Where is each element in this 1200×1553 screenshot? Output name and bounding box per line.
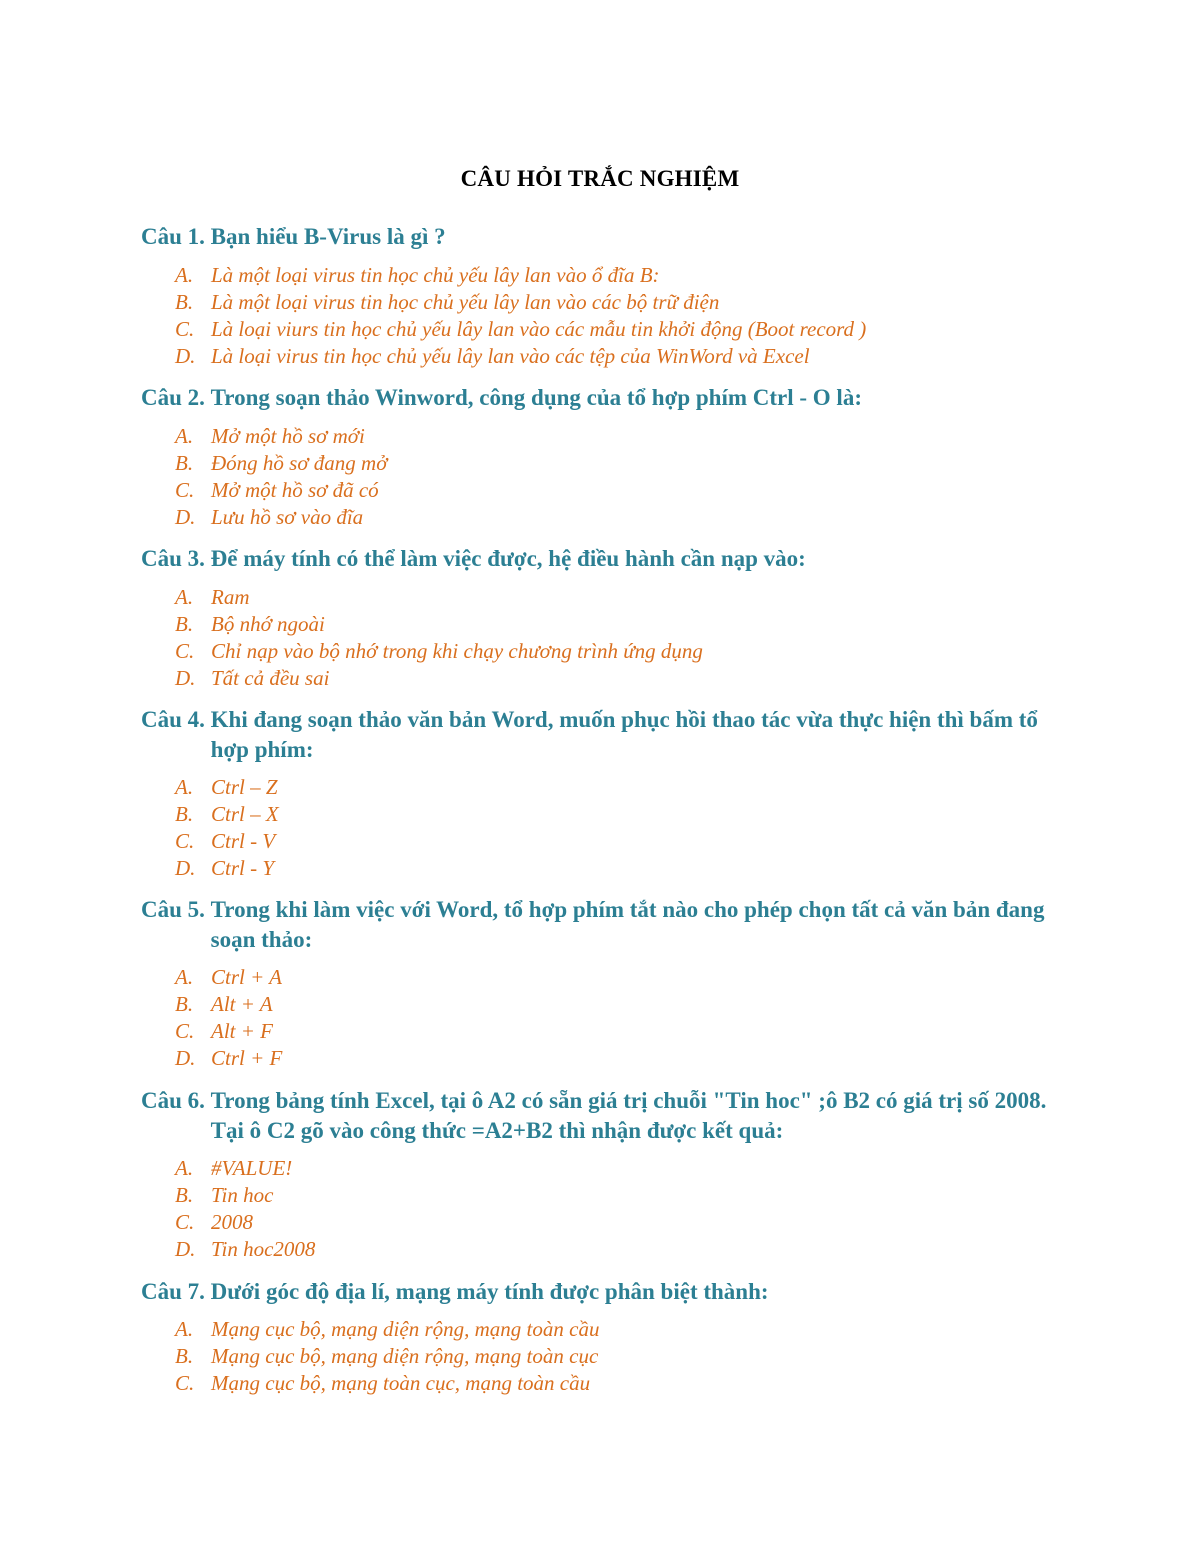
answer-letter: A. — [175, 263, 194, 287]
answer-option — [175, 1316, 1075, 1343]
answer-option — [175, 343, 1075, 370]
answer-letter: B. — [175, 290, 194, 314]
answer-text: Là một loại virus tin học chủ yếu lây lan vào các bộ trữ điện — [211, 290, 720, 314]
question-text: Trong bảng tính Excel, tại ô A2 có sẵn giá trị chuỗi "Tin hoc" ;ô B2 có giá trị số 2008. Tại ô C2 gõ vào công thức =A2+B2 thì nhận được kết quả: — [210, 1088, 1047, 1143]
answer-list-6 — [175, 1155, 1075, 1263]
answer-letter: B. — [175, 1183, 194, 1207]
answer-letter: B. — [175, 1344, 194, 1368]
question-7 — [141, 1277, 1071, 1307]
question-number: Câu 2. — [141, 385, 205, 410]
answer-letter: D. — [175, 1046, 196, 1070]
answer-text: Ctrl - Y — [211, 856, 275, 880]
question-number: Câu 6. — [141, 1088, 205, 1113]
answer-option — [175, 450, 1075, 477]
answer-letter: C. — [175, 1371, 195, 1395]
answer-option — [175, 423, 1075, 450]
answer-option — [175, 1155, 1075, 1182]
answer-option — [175, 665, 1075, 692]
answer-text: Tin hoc — [211, 1183, 274, 1207]
answer-letter: A. — [175, 424, 194, 448]
answer-letter: A. — [175, 965, 194, 989]
answer-text: Ctrl + F — [211, 1046, 283, 1070]
answer-letter: C. — [175, 639, 195, 663]
question-text: Dưới góc độ địa lí, mạng máy tính được phân biệt thành: — [210, 1279, 769, 1304]
question-number: Câu 4. — [141, 707, 205, 732]
question-text: Bạn hiểu B-Virus là gì ? — [210, 224, 446, 249]
answer-list-1 — [175, 262, 1075, 370]
answer-letter: A. — [175, 585, 194, 609]
answer-letter: D. — [175, 344, 196, 368]
answer-option — [175, 774, 1075, 801]
question-text: Trong soạn thảo Winword, công dụng của tổ hợp phím Ctrl - O là: — [210, 385, 862, 410]
question-number: Câu 5. — [141, 897, 205, 922]
answer-letter: B. — [175, 451, 194, 475]
question-1 — [141, 222, 1071, 252]
answer-text: Ram — [211, 585, 250, 609]
answer-letter: B. — [175, 612, 194, 636]
answer-text: Mạng cục bộ, mạng diện rộng, mạng toàn cục — [211, 1344, 599, 1368]
answer-option — [175, 584, 1075, 611]
question-6 — [141, 1086, 1071, 1146]
answer-option — [175, 504, 1075, 531]
question-3 — [141, 544, 1071, 574]
answer-text: 2008 — [211, 1210, 253, 1234]
answer-text: Tất cả đều sai — [211, 666, 330, 690]
answer-text: Mở một hồ sơ đã có — [211, 478, 379, 502]
answer-text: Mạng cục bộ, mạng toàn cục, mạng toàn cầu — [211, 1371, 591, 1395]
answer-text: Bộ nhớ ngoài — [211, 612, 325, 636]
answer-letter: C. — [175, 1210, 195, 1234]
answer-list-2 — [175, 423, 1075, 531]
answer-letter: C. — [175, 478, 195, 502]
question-text: Khi đang soạn thảo văn bản Word, muốn phục hồi thao tác vừa thực hiện thì bấm tổ hợp phím: — [210, 707, 1038, 762]
answer-letter: B. — [175, 802, 194, 826]
answer-text: Đóng hồ sơ đang mở — [211, 451, 388, 475]
answer-option — [175, 801, 1075, 828]
answer-text: Ctrl + A — [211, 965, 282, 989]
answer-text: Lưu hồ sơ vào đĩa — [211, 505, 364, 529]
answer-text: Ctrl – X — [211, 802, 279, 826]
answer-text: Alt + A — [211, 992, 273, 1016]
answer-text: Là một loại virus tin học chủ yếu lây lan vào ổ đĩa B: — [211, 263, 660, 287]
answer-option — [175, 991, 1075, 1018]
answer-letter: B. — [175, 992, 194, 1016]
answer-letter: C. — [175, 1019, 195, 1043]
answer-text: Chỉ nạp vào bộ nhớ trong khi chạy chương trình ứng dụng — [211, 639, 703, 663]
answer-option — [175, 611, 1075, 638]
answer-letter: A. — [175, 1156, 194, 1180]
answer-letter: D. — [175, 856, 196, 880]
answer-letter: C. — [175, 317, 195, 341]
question-text: Trong khi làm việc với Word, tổ hợp phím tắt nào cho phép chọn tất cả văn bản đang soạn thảo: — [210, 897, 1045, 952]
answer-letter: A. — [175, 775, 194, 799]
answer-option — [175, 316, 1075, 343]
answer-option — [175, 855, 1075, 882]
answer-letter: D. — [175, 505, 196, 529]
answer-letter: D. — [175, 1237, 196, 1261]
answer-option — [175, 828, 1075, 855]
answer-text: #VALUE! — [211, 1156, 293, 1180]
answer-list-7 — [175, 1316, 1075, 1397]
answer-option — [175, 477, 1075, 504]
answer-list-4 — [175, 774, 1075, 882]
answer-option — [175, 1209, 1075, 1236]
answer-option — [175, 1370, 1075, 1397]
question-5 — [141, 895, 1071, 955]
answer-option — [175, 964, 1075, 991]
question-4 — [141, 705, 1071, 765]
answer-text: Ctrl - V — [211, 829, 276, 853]
question-number: Câu 1. — [141, 224, 205, 249]
answer-letter: A. — [175, 1317, 194, 1341]
question-2 — [141, 383, 1071, 413]
answer-letter: C. — [175, 829, 195, 853]
answer-option — [175, 262, 1075, 289]
answer-option — [175, 1045, 1075, 1072]
answer-text: Tin hoc2008 — [211, 1237, 316, 1261]
answer-option — [175, 1182, 1075, 1209]
answer-text: Ctrl – Z — [211, 775, 278, 799]
answer-list-3 — [175, 584, 1075, 692]
answer-list-5 — [175, 964, 1075, 1072]
answer-option — [175, 638, 1075, 665]
answer-text: Là loại virus tin học chủ yếu lây lan vào các tệp của WinWord và Excel — [211, 344, 810, 368]
answer-text: Alt + F — [211, 1019, 273, 1043]
question-number: Câu 7. — [141, 1279, 205, 1304]
answer-text: Là loại viurs tin học chủ yếu lây lan vào các mẫu tin khởi động (Boot record ) — [211, 317, 867, 341]
answer-option — [175, 1343, 1075, 1370]
question-text: Để máy tính có thể làm việc được, hệ điều hành cần nạp vào: — [210, 546, 806, 571]
answer-option — [175, 289, 1075, 316]
answer-text: Mạng cục bộ, mạng diện rộng, mạng toàn cầu — [211, 1317, 600, 1341]
answer-option — [175, 1018, 1075, 1045]
answer-text: Mở một hồ sơ mới — [211, 424, 365, 448]
answer-option — [175, 1236, 1075, 1263]
question-number: Câu 3. — [141, 546, 205, 571]
answer-letter: D. — [175, 666, 196, 690]
page-title: CÂU HỎI TRẮC NGHIỆM — [460, 166, 740, 191]
